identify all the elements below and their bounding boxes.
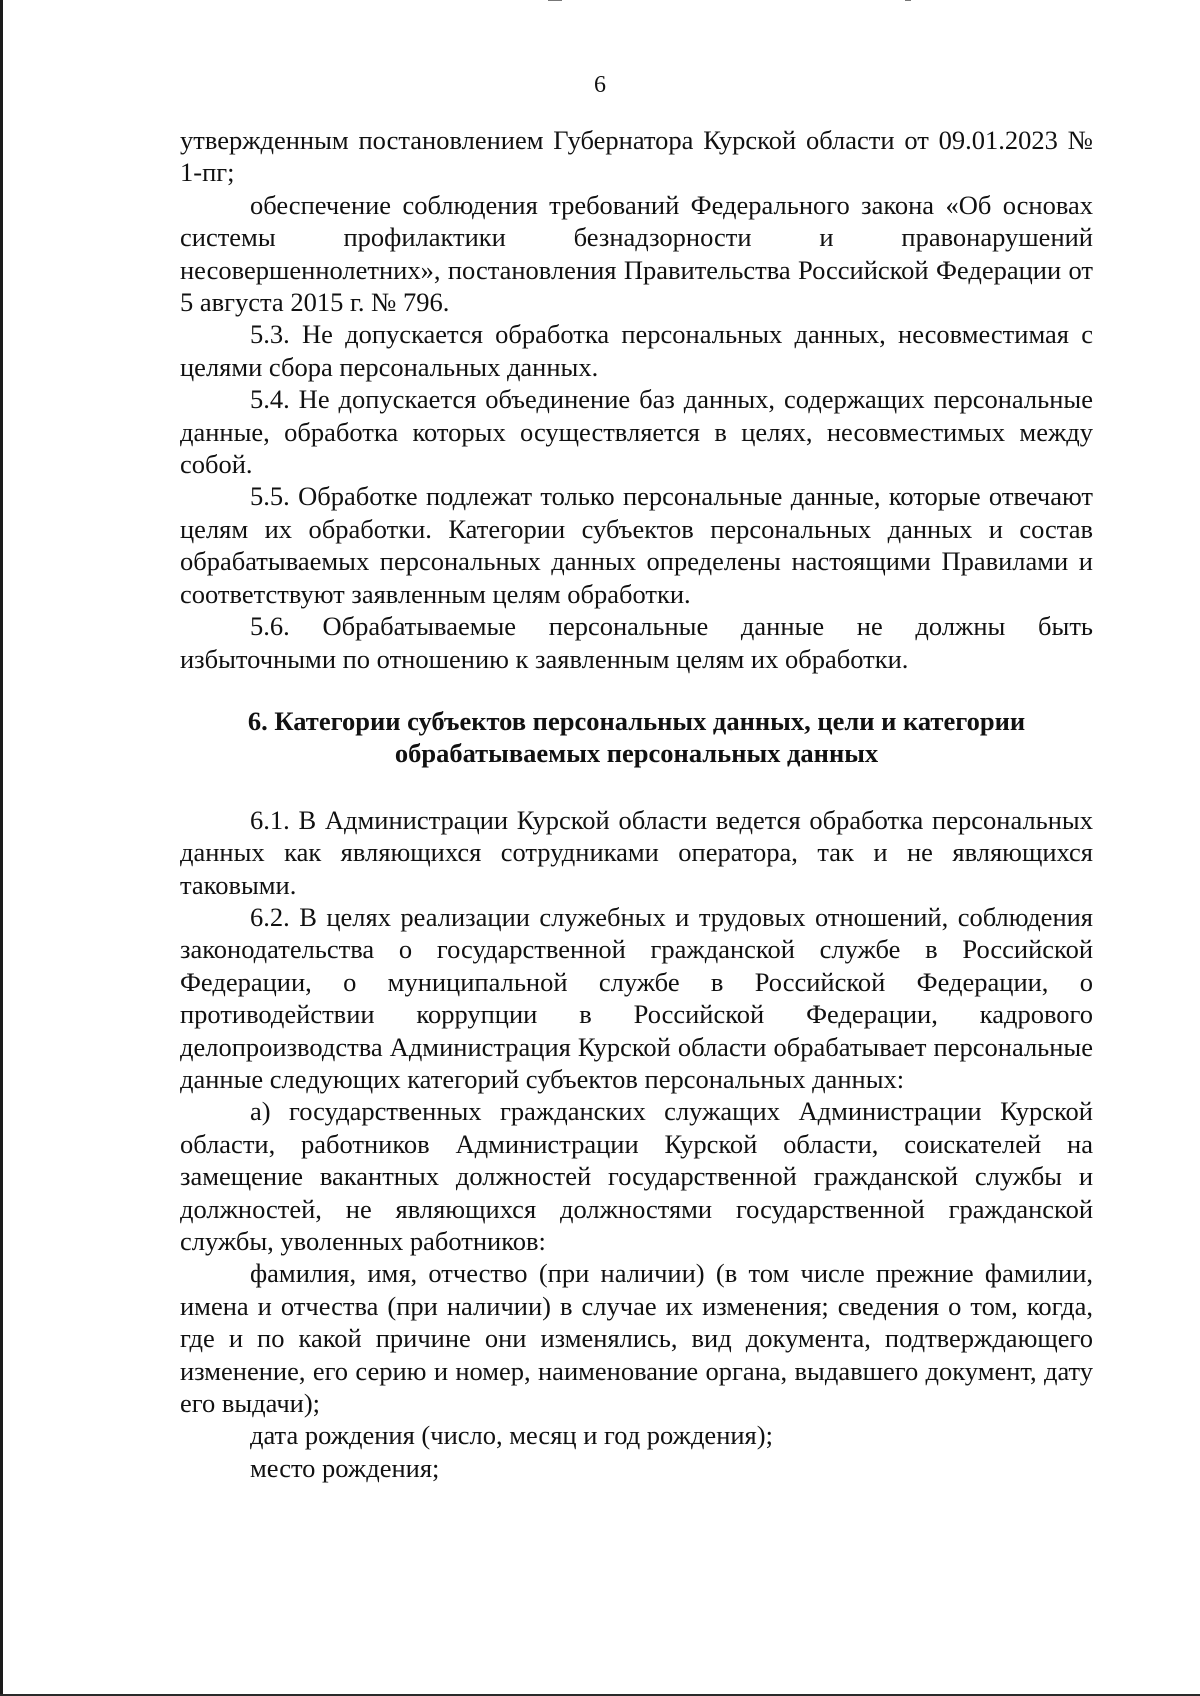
paragraph-6-1: 6.1. В Администрации Курской области ведется обработка персональных данных как являющихся сотрудниками оператора, так и не являющихся таковыми. [180,804,1093,900]
list-item: место рождения; [250,1452,440,1483]
document-body [180,124,1093,1484]
paragraph-5-3: 5.3. Не допускается обработка персональных данных, несовместимая с целями сбора персональных данных. [180,319,1093,382]
section-heading [180,705,1093,770]
list-item: дата рождения (число, месяц и год рождения); [250,1420,773,1451]
paragraph-5-5: 5.5. Обработке подлежат только персональные данные, которые отвечают целям их обработки. Категории субъектов персональных данных и состав обрабатываемых персональных данных определены настоящими Правилами и соответствуют заявленным целям обработки. [180,481,1093,609]
paragraph: обеспечение соблюдения требований Федерального закона «Об основах системы профилактики безнадзорности и правонарушений несовершеннолетних», постановления Правительства Российской Федерации от 5 августа 2015 г. № 796. [180,189,1093,318]
list-item-a: а) государственных гражданских служащих Администрации Курской области, работников Администрации Курской области, соискателей на замещение вакантных должностей государственной гражданской службы и должностей, не являющихся должностями государственной гражданской службы, уволенных работников: [180,1096,1093,1256]
scan-edge-left [0,0,3,1696]
scan-mark [548,0,562,1]
section-heading-line: обрабатываемых персональных данных [394,738,879,769]
paragraph-5-4: 5.4. Не допускается объединение баз данных, содержащих персональные данные, обработка которых осуществляется в целях, несовместимых между собой. [180,384,1093,480]
list-item: фамилия, имя, отчество (при наличии) (в том числе прежние фамилии, имена и отчества (при наличии) в случае их изменения; сведения о том, когда, где и по какой причине они изменялись, вид документа, подтверждающего изменение, его серию и номер, наименование органа, выдавшего документ, дату его выдачи); [180,1258,1093,1419]
paragraph: утвержденным постановлением Губернатора Курской области от 09.01.2023 № 1-пг; [180,125,1093,188]
paragraph-6-2: 6.2. В целях реализации служебных и трудовых отношений, соблюдения законодательства о государственной гражданской службе в Российской Федерации, о муниципальной службе в Российской Федерации, о противодействии коррупции в Российской Федерации, кадрового делопроизводства Администрация Курской области обрабатывает персональные данные следующих категорий субъектов персональных данных: [180,901,1093,1094]
paragraph-5-6: 5.6. Обрабатываемые персональные данные не должны быть избыточными по отношению к заявленным целям их обработки. [180,611,1093,674]
section-heading-line: 6. Категории субъектов персональных данных, цели и категории [247,705,1026,736]
scan-mark [905,0,911,1]
page-number: 6 [594,72,606,98]
